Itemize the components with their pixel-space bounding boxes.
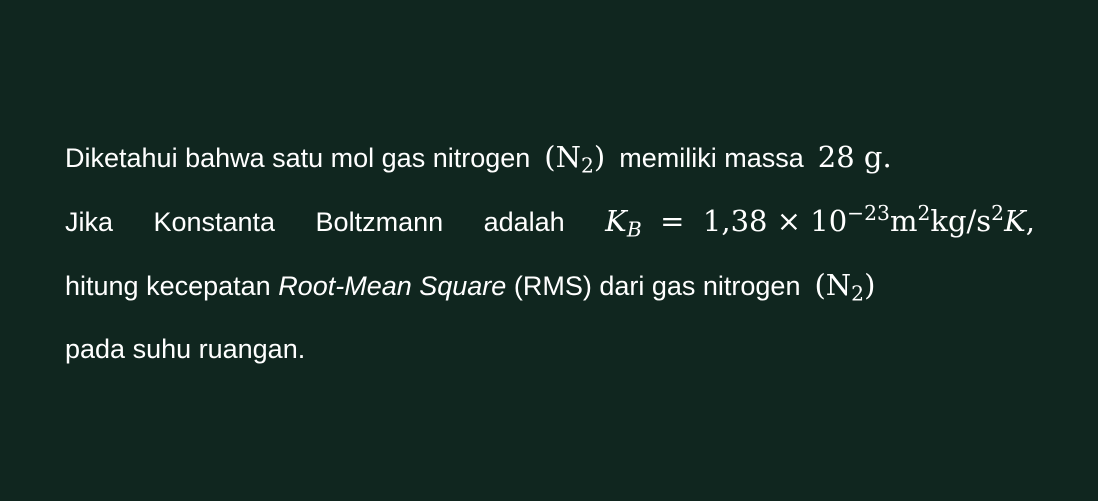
rms-emphasis: Root-Mean Square <box>278 271 507 301</box>
nitrogen-formula <box>544 140 606 178</box>
mass-value: 28 g <box>817 140 883 174</box>
problem-line-1 <box>65 135 1035 199</box>
line4-text: pada suhu ruangan. <box>65 334 306 364</box>
formula-open-2: (N <box>814 268 852 302</box>
unit-m: m <box>889 204 918 238</box>
formula-subscript: 2 <box>580 153 594 178</box>
problem-line-2 <box>65 199 1035 263</box>
line1-text-middle: memiliki massa <box>619 143 804 173</box>
problem-statement <box>65 135 1035 391</box>
problem-line-4 <box>65 327 1035 391</box>
unit-m-exponent: 2 <box>917 200 931 225</box>
unit-s-exponent: 2 <box>991 200 1005 225</box>
formula-open: (N <box>544 140 581 174</box>
line2-end-punct: , <box>1025 204 1035 238</box>
kb-symbol: K <box>605 204 627 238</box>
kb-mantissa: 1,38 <box>702 204 768 238</box>
equals-sign: = <box>660 204 685 238</box>
unit-k: K <box>1004 204 1026 238</box>
formula-close-2: ) <box>864 268 876 302</box>
unit-kg-s: kg/s <box>930 204 992 238</box>
line3-text-before: hitung kecepatan <box>65 271 271 301</box>
nitrogen-formula-2 <box>814 268 876 306</box>
line2-word-1: Jika <box>65 207 114 237</box>
times-sign: × <box>776 204 802 238</box>
formula-subscript-2: 2 <box>851 281 865 306</box>
line3-text-after: (RMS) dari gas nitrogen <box>513 271 801 301</box>
kb-subscript: B <box>626 217 642 242</box>
line2-word-3: Boltzmann <box>315 207 444 237</box>
line1-end-punct: . <box>882 140 892 174</box>
power-base: 10 <box>810 204 848 238</box>
problem-line-3 <box>65 263 1035 327</box>
line2-word-4: adalah <box>483 207 565 237</box>
power-exponent: −23 <box>847 200 890 225</box>
formula-close: ) <box>593 140 606 174</box>
line1-text-before: Diketahui bahwa satu mol gas nitrogen <box>65 143 531 173</box>
boltzmann-formula <box>605 199 1035 243</box>
line2-word-2: Konstanta <box>153 207 276 237</box>
